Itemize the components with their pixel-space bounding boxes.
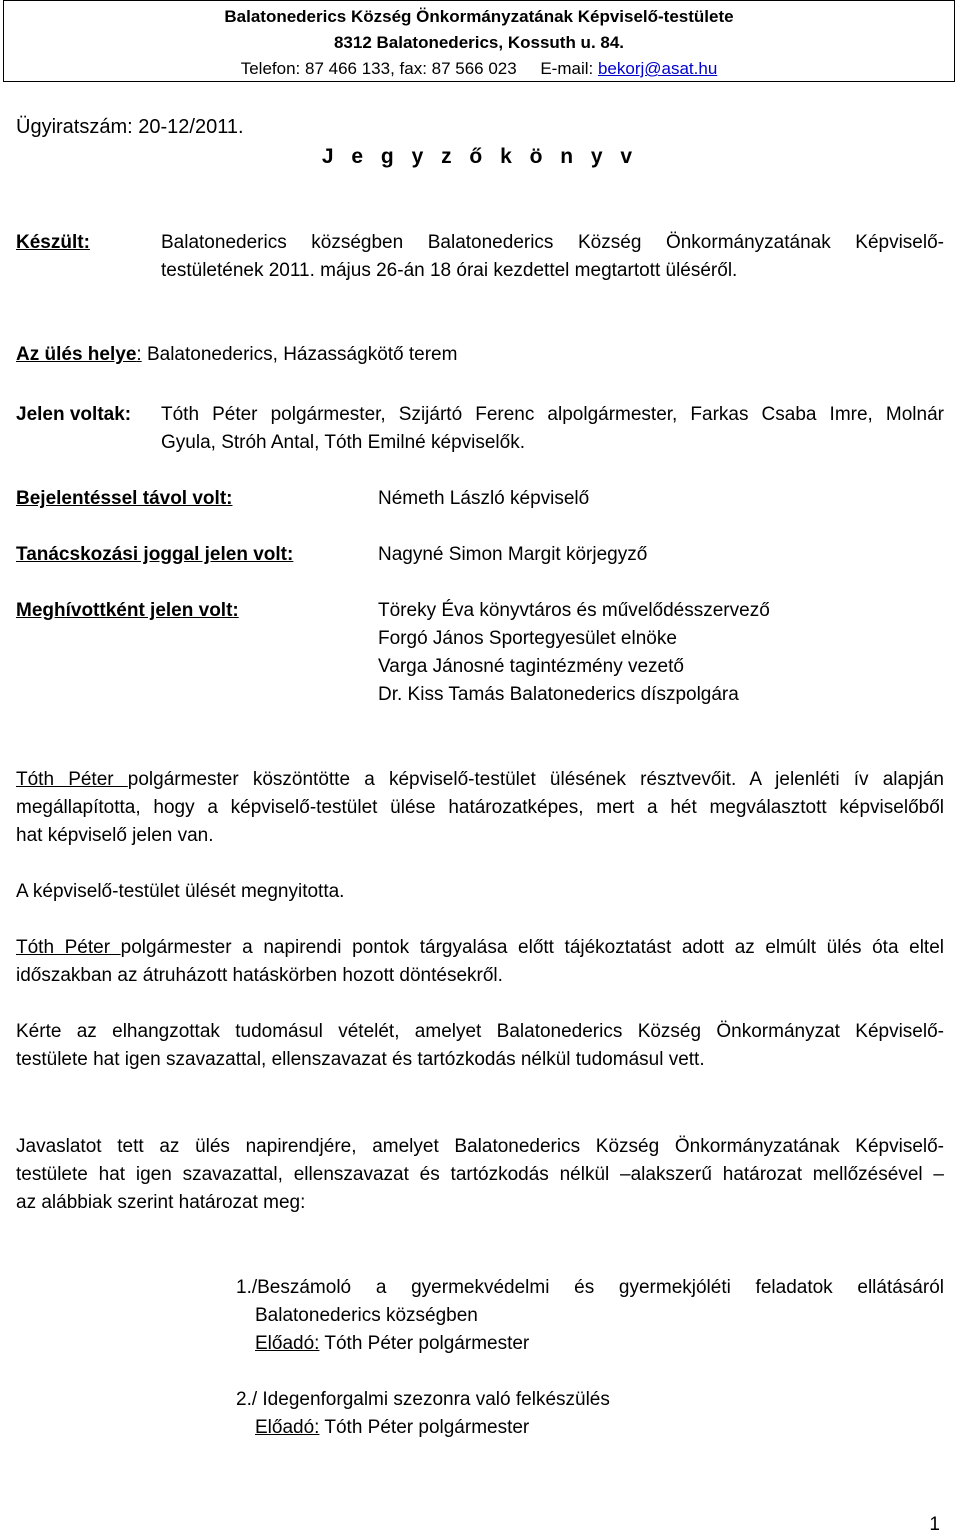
tavol-label: Bejelentéssel távol volt: [16, 488, 233, 509]
meghivott-label: Meghívottként jelen volt: [16, 600, 239, 621]
meghivott-value: Dr. Kiss Tamás Balatonederics díszpolgára [378, 684, 739, 705]
paragraph-acknowledge-line1: Kérte az elhangzottak tudomásul vételét, amelyet Balatonederics Község Önkormányzat Képviselő- [16, 1021, 944, 1042]
helye-row [16, 341, 457, 369]
helye-value: Balatonederics, Házasságkötő terem [146, 344, 458, 365]
jelen-text-line2: Gyula, Stróh Antal, Tóth Emilné képviselők. [161, 432, 525, 453]
paragraph-report-line2: időszakban az átruházott hatáskörben hozott döntésekről. [16, 965, 503, 986]
paragraph-text: polgármester köszöntötte a képviselő-testület ülésének résztvevőit. A jelenléti ív alapján [127, 769, 944, 790]
person-name: Tóth Péter [16, 769, 128, 790]
paragraph-session-opened: A képviselő-testület ülését megnyitotta. [16, 881, 345, 902]
meghivott-value: Varga Jánosné tagintézmény vezető [378, 656, 684, 677]
meghivott-value: Forgó János Sportegyesület elnöke [378, 628, 677, 649]
paragraph-acknowledge-line2: testülete hat igen szavazattal, ellenszavazat és tartózkodás nélkül tudomásul vett. [16, 1049, 705, 1070]
paragraph-report-line1 [16, 934, 944, 962]
keszult-text-line2: testületének 2011. május 26-án 18 órai kezdettel megtartott üléséről. [161, 260, 738, 281]
presenter-name: Tóth Péter polgármester [319, 1417, 530, 1438]
paragraph-agenda-intro-line2: testülete hat igen szavazattal, ellenszavazat és tartózkodás nélkül –alakszerű határozat mellőzésével – [16, 1164, 944, 1185]
paragraph-opening-line3: hat képviselő jelen van. [16, 825, 214, 846]
letterhead-contact [4, 58, 954, 80]
agenda-item-presenter [255, 1330, 529, 1358]
email-link[interactable]: bekorj@asat.hu [597, 59, 718, 78]
jelen-label: Jelen voltak: [16, 404, 132, 425]
agenda-item-title: 2./ Idegenforgalmi szezonra való felkészülés [236, 1389, 610, 1410]
letterhead-address: 8312 Balatonederics, Kossuth u. 84. [333, 33, 625, 52]
agenda-item-presenter [255, 1414, 529, 1442]
agenda-item-title: 1./Beszámoló a gyermekvédelmi és gyermekjóléti feladatok ellátásáról [236, 1277, 944, 1298]
paragraph-agenda-intro-line1: Javaslatot tett az ülés napirendjére, amelyet Balatonederics Község Önkormányzatának Képviselő- [16, 1136, 944, 1157]
agenda-item-title-cont: Balatonederics községben [255, 1305, 478, 1326]
helye-colon: : [136, 344, 142, 365]
helye-label: Az ülés helye [16, 344, 137, 365]
presenter-name: Tóth Péter polgármester [319, 1333, 530, 1354]
paragraph-text: polgármester a napirendi pontok tárgyalása előtt tájékoztatást adott az elmúlt ülés óta eltel [120, 937, 944, 958]
meghivott-value: Töreky Éva könyvtáros és művelődésszervező [378, 600, 770, 621]
presenter-label: Előadó: [255, 1333, 320, 1354]
paragraph-opening-line1 [16, 766, 944, 794]
document-title: J e g y z ő k ö n y v [321, 145, 639, 168]
person-name: Tóth Péter [16, 937, 121, 958]
keszult-label: Készült: [16, 232, 90, 253]
tavol-value: Németh László képviselő [378, 488, 590, 509]
letterhead-org-name: Balatonederics Község Önkormányzatának Képviselő-testülete [224, 7, 734, 26]
paragraph-opening-line2: megállapította, hogy a képviselő-testület ülése határozatképes, mert a hét megválasztott képviselőből [16, 797, 944, 818]
tanacskozasi-label: Tanácskozási joggal jelen volt: [16, 544, 294, 565]
paragraph-agenda-intro-line3: az alábbiak szerint határozat meg: [16, 1192, 306, 1213]
letterhead-phone-fax: Telefon: 87 466 133, fax: 87 566 023 E-mail: [240, 59, 598, 78]
letterhead [3, 0, 955, 82]
page-number: 1 [929, 1514, 940, 1535]
keszult-text-line1: Balatonederics községben Balatonederics Község Önkormányzatának Képviselő- [161, 232, 944, 253]
file-number: Ügyiratszám: 20-12/2011. [16, 116, 244, 138]
tanacskozasi-value: Nagyné Simon Margit körjegyző [378, 544, 648, 565]
jelen-text-line1: Tóth Péter polgármester, Szijártó Ferenc alpolgármester, Farkas Csaba Imre, Molnár [161, 404, 944, 425]
presenter-label: Előadó: [255, 1417, 320, 1438]
